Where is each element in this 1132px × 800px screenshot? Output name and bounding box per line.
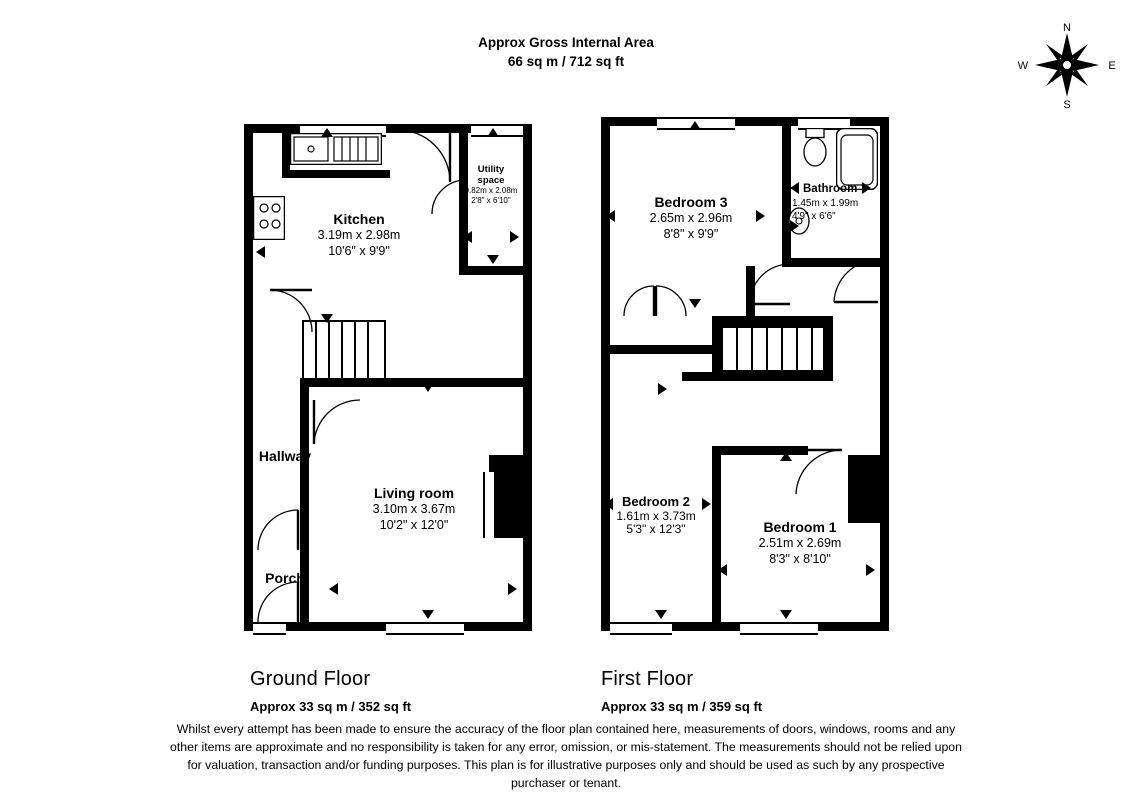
gf-wall-utility-bottom <box>459 266 523 275</box>
ff-wall-stair-top <box>712 316 833 326</box>
ff-arrow-bed3-up <box>689 121 701 130</box>
ff-wall-left <box>601 117 610 631</box>
ff-arrow-bed2-down <box>655 610 667 619</box>
ff-arrow-bed1-up <box>780 452 792 461</box>
ff-window-bed1-bottom <box>740 622 818 635</box>
gf-window-living-right <box>483 472 496 538</box>
page-title <box>0 33 1132 71</box>
gf-arrow-kitchen-down <box>321 314 333 323</box>
gf-arrow-utility-right <box>510 231 519 243</box>
ff-arrow-bed1-down <box>780 610 792 619</box>
kitchen-counter-horizontal <box>282 170 390 178</box>
gf-arrow-kitchen-up <box>321 128 333 137</box>
ff-window-bed2-bottom <box>610 622 672 635</box>
room-label-bedroom1: Bedroom 1 2.51m x 2.69m 8'3" x 8'10" <box>758 519 842 566</box>
ground-floor-caption: Ground Floor Approx 33 sq m / 352 sq ft <box>250 668 412 714</box>
ff-wall-landing-left <box>601 345 729 354</box>
room-label-bedroom3: Bedroom 3 2.65m x 2.96m 8'8" x 9'9" <box>649 194 733 241</box>
gf-arrow-living-right <box>508 583 517 595</box>
ff-wall-bed-divider <box>712 446 721 631</box>
gf-arrow-utility-left <box>463 231 472 243</box>
disclaimer-text: Whilst every attempt has been made to ensure the accuracy of the floor plan contained here, measurements of doors, windows, rooms and any other items are approximate and no responsibility is taken for any error, omission, or mis-statement. The measurements should not be relied upon for valuation, transaction and/or funding purposes. This plan is for illustrative purposes only and should be used as such by any prospective purchaser or tenant. <box>170 722 962 790</box>
gf-window-living-bottom <box>386 622 464 635</box>
gf-arrow-living-left <box>329 583 338 595</box>
room-label-kitchen: Kitchen 3.19m x 2.98m 10'6" x 9'9" <box>317 211 401 258</box>
first-floor-caption: First Floor Approx 33 sq m / 359 sq ft <box>601 668 763 714</box>
room-label-bedroom2: Bedroom 2 1.61m x 3.73m 5'3" x 12'3" <box>616 494 696 536</box>
gf-arrow-utility-down <box>487 255 499 264</box>
toilet-icon <box>800 128 830 172</box>
room-label-porch: Porch <box>265 570 305 586</box>
compass-north-label: N <box>1063 22 1071 34</box>
ff-door-bed3 <box>748 262 794 306</box>
ff-arrow-bed2-up <box>658 383 667 395</box>
gf-door-living <box>312 398 364 448</box>
gf-arrow-kitchen-left <box>256 246 265 258</box>
gf-arrow-living-down <box>422 610 434 619</box>
gf-arrow-utility-up <box>487 128 499 137</box>
gross-area-value: 66 sq m / 712 sq ft <box>507 54 625 69</box>
ff-staircase <box>721 326 825 372</box>
room-label-bathroom: Bathroom 1.45m x 1.99m 4'9" x 6'6" <box>792 183 859 222</box>
ff-door-bathroom <box>832 258 880 304</box>
ff-door-landing <box>652 284 688 318</box>
gross-area-label: Approx Gross Internal Area <box>478 35 654 50</box>
room-label-living: Living room 3.10m x 3.67m 10'2" x 12'0" <box>372 485 456 532</box>
kitchen-sink-icon <box>290 133 382 165</box>
gf-door-kitchen-hall <box>268 288 316 334</box>
room-label-hallway: Hallway <box>258 448 312 464</box>
compass-east-label: E <box>1108 60 1116 72</box>
ff-arrow-bed3-down <box>689 299 701 308</box>
ff-wall-stair-bottom <box>682 372 832 381</box>
gf-arrow-living-up <box>422 383 434 392</box>
ff-door-bed1 <box>794 448 844 496</box>
compass-west-label: W <box>1017 60 1029 72</box>
kitchen-hob-icon <box>253 196 285 240</box>
ff-chimney-block <box>848 455 880 523</box>
room-label-utility: Utility space 0.82m x 2.08m 2'8" x 6'10" <box>464 164 518 205</box>
ff-arrow-bed1-left <box>718 564 727 576</box>
ff-arrow-bed3-left <box>606 210 615 222</box>
ff-wall-stair-left <box>712 316 721 381</box>
gf-door-entrance <box>256 580 304 624</box>
gf-door-porch-hall <box>256 508 304 552</box>
compass-south-label: S <box>1063 99 1071 111</box>
gf-wall-left <box>244 124 253 631</box>
compass-rose-icon <box>1012 8 1122 118</box>
